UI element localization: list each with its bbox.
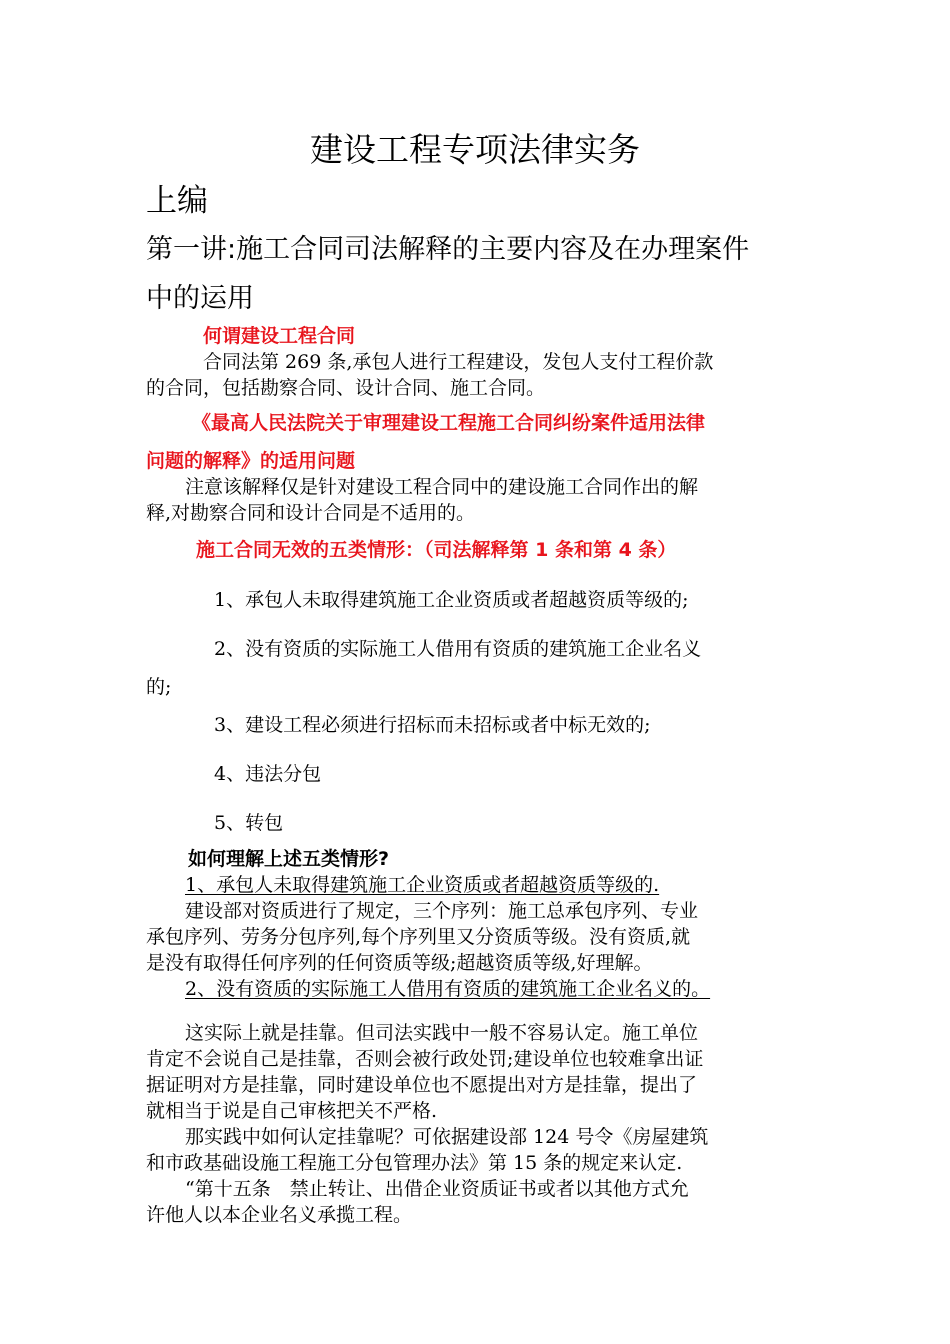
section-heading-interpretation-line1: 《最高人民法院关于审理建设工程施工合同纠纷案件适用法律 (192, 412, 706, 434)
subheading-underlined: 2、没有资质的实际施工人借用有资质的建筑施工企业名义的。 (185, 978, 711, 1000)
paragraph-line: 注意该解释仅是针对建设工程合同中的建设施工合同作出的解 (185, 476, 699, 498)
lecture-heading-line1: 第一讲:施工合同司法解释的主要内容及在办理案件 (146, 234, 750, 265)
paragraph-line: 承包序列、劳务分包序列,每个序列里又分资质等级。没有资质,就 (146, 926, 691, 948)
section-heading-invalid-cases: 施工合同无效的五类情形：（司法解释第 1 条和第 4 条） (196, 539, 677, 561)
paragraph-line: 合同法第 269 条,承包人进行工程建设，发包人支付工程价款 (203, 351, 714, 373)
paragraph-line: “第十五条 禁止转让、出借企业资质证书或者以其他方式允 (185, 1178, 689, 1200)
section-heading-interpretation-line2: 问题的解释》的适用问题 (146, 450, 356, 472)
section-heading-understanding: 如何理解上述五类情形? (188, 848, 390, 870)
part-heading: 上编 (146, 183, 208, 219)
paragraph-line: 是没有取得任何序列的任何资质等级;超越资质等级,好理解。 (146, 952, 653, 974)
subheading-underlined: 1、承包人未取得建筑施工企业资质或者超越资质等级的. (185, 874, 660, 896)
paragraph-line: 的合同，包括勘察合同、设计合同、施工合同。 (146, 377, 546, 399)
list-item: 5、转包 (214, 812, 284, 834)
paragraph-line: 那实践中如何认定挂靠呢？可依据建设部 124 号令《房屋建筑 (185, 1126, 709, 1148)
paragraph-line: 建设部对资质进行了规定，三个序列：施工总承包序列、专业 (185, 900, 699, 922)
list-item: 3、建设工程必须进行招标而未招标或者中标无效的; (214, 714, 651, 736)
paragraph-line: 许他人以本企业名义承揽工程。 (146, 1204, 413, 1226)
paragraph-line: 就相当于说是自己审核把关不严格. (146, 1100, 438, 1122)
list-item: 2、没有资质的实际施工人借用有资质的建筑施工企业名义 (214, 638, 702, 660)
paragraph-line: 据证明对方是挂靠，同时建设单位也不愿提出对方是挂靠，提出了 (146, 1074, 698, 1096)
section-heading-contract-definition: 何谓建设工程合同 (203, 325, 356, 347)
list-item-continuation: 的; (146, 676, 172, 698)
paragraph-line: 肯定不会说自己是挂靠，否则会被行政处罚;建设单位也较难拿出证 (146, 1048, 704, 1070)
document-title: 建设工程专项法律实务 (310, 130, 640, 169)
lecture-heading-line2: 中的运用 (146, 283, 254, 314)
paragraph-line: 和市政基础设施工程施工分包管理办法》第 15 条的规定来认定. (146, 1152, 683, 1174)
paragraph-line: 这实际上就是挂靠。但司法实践中一般不容易认定。施工单位 (185, 1022, 699, 1044)
list-item: 4、违法分包 (214, 763, 322, 785)
list-item: 1、承包人未取得建筑施工企业资质或者超越资质等级的; (214, 589, 689, 611)
paragraph-line: 释,对勘察合同和设计合同是不适用的。 (146, 502, 476, 524)
